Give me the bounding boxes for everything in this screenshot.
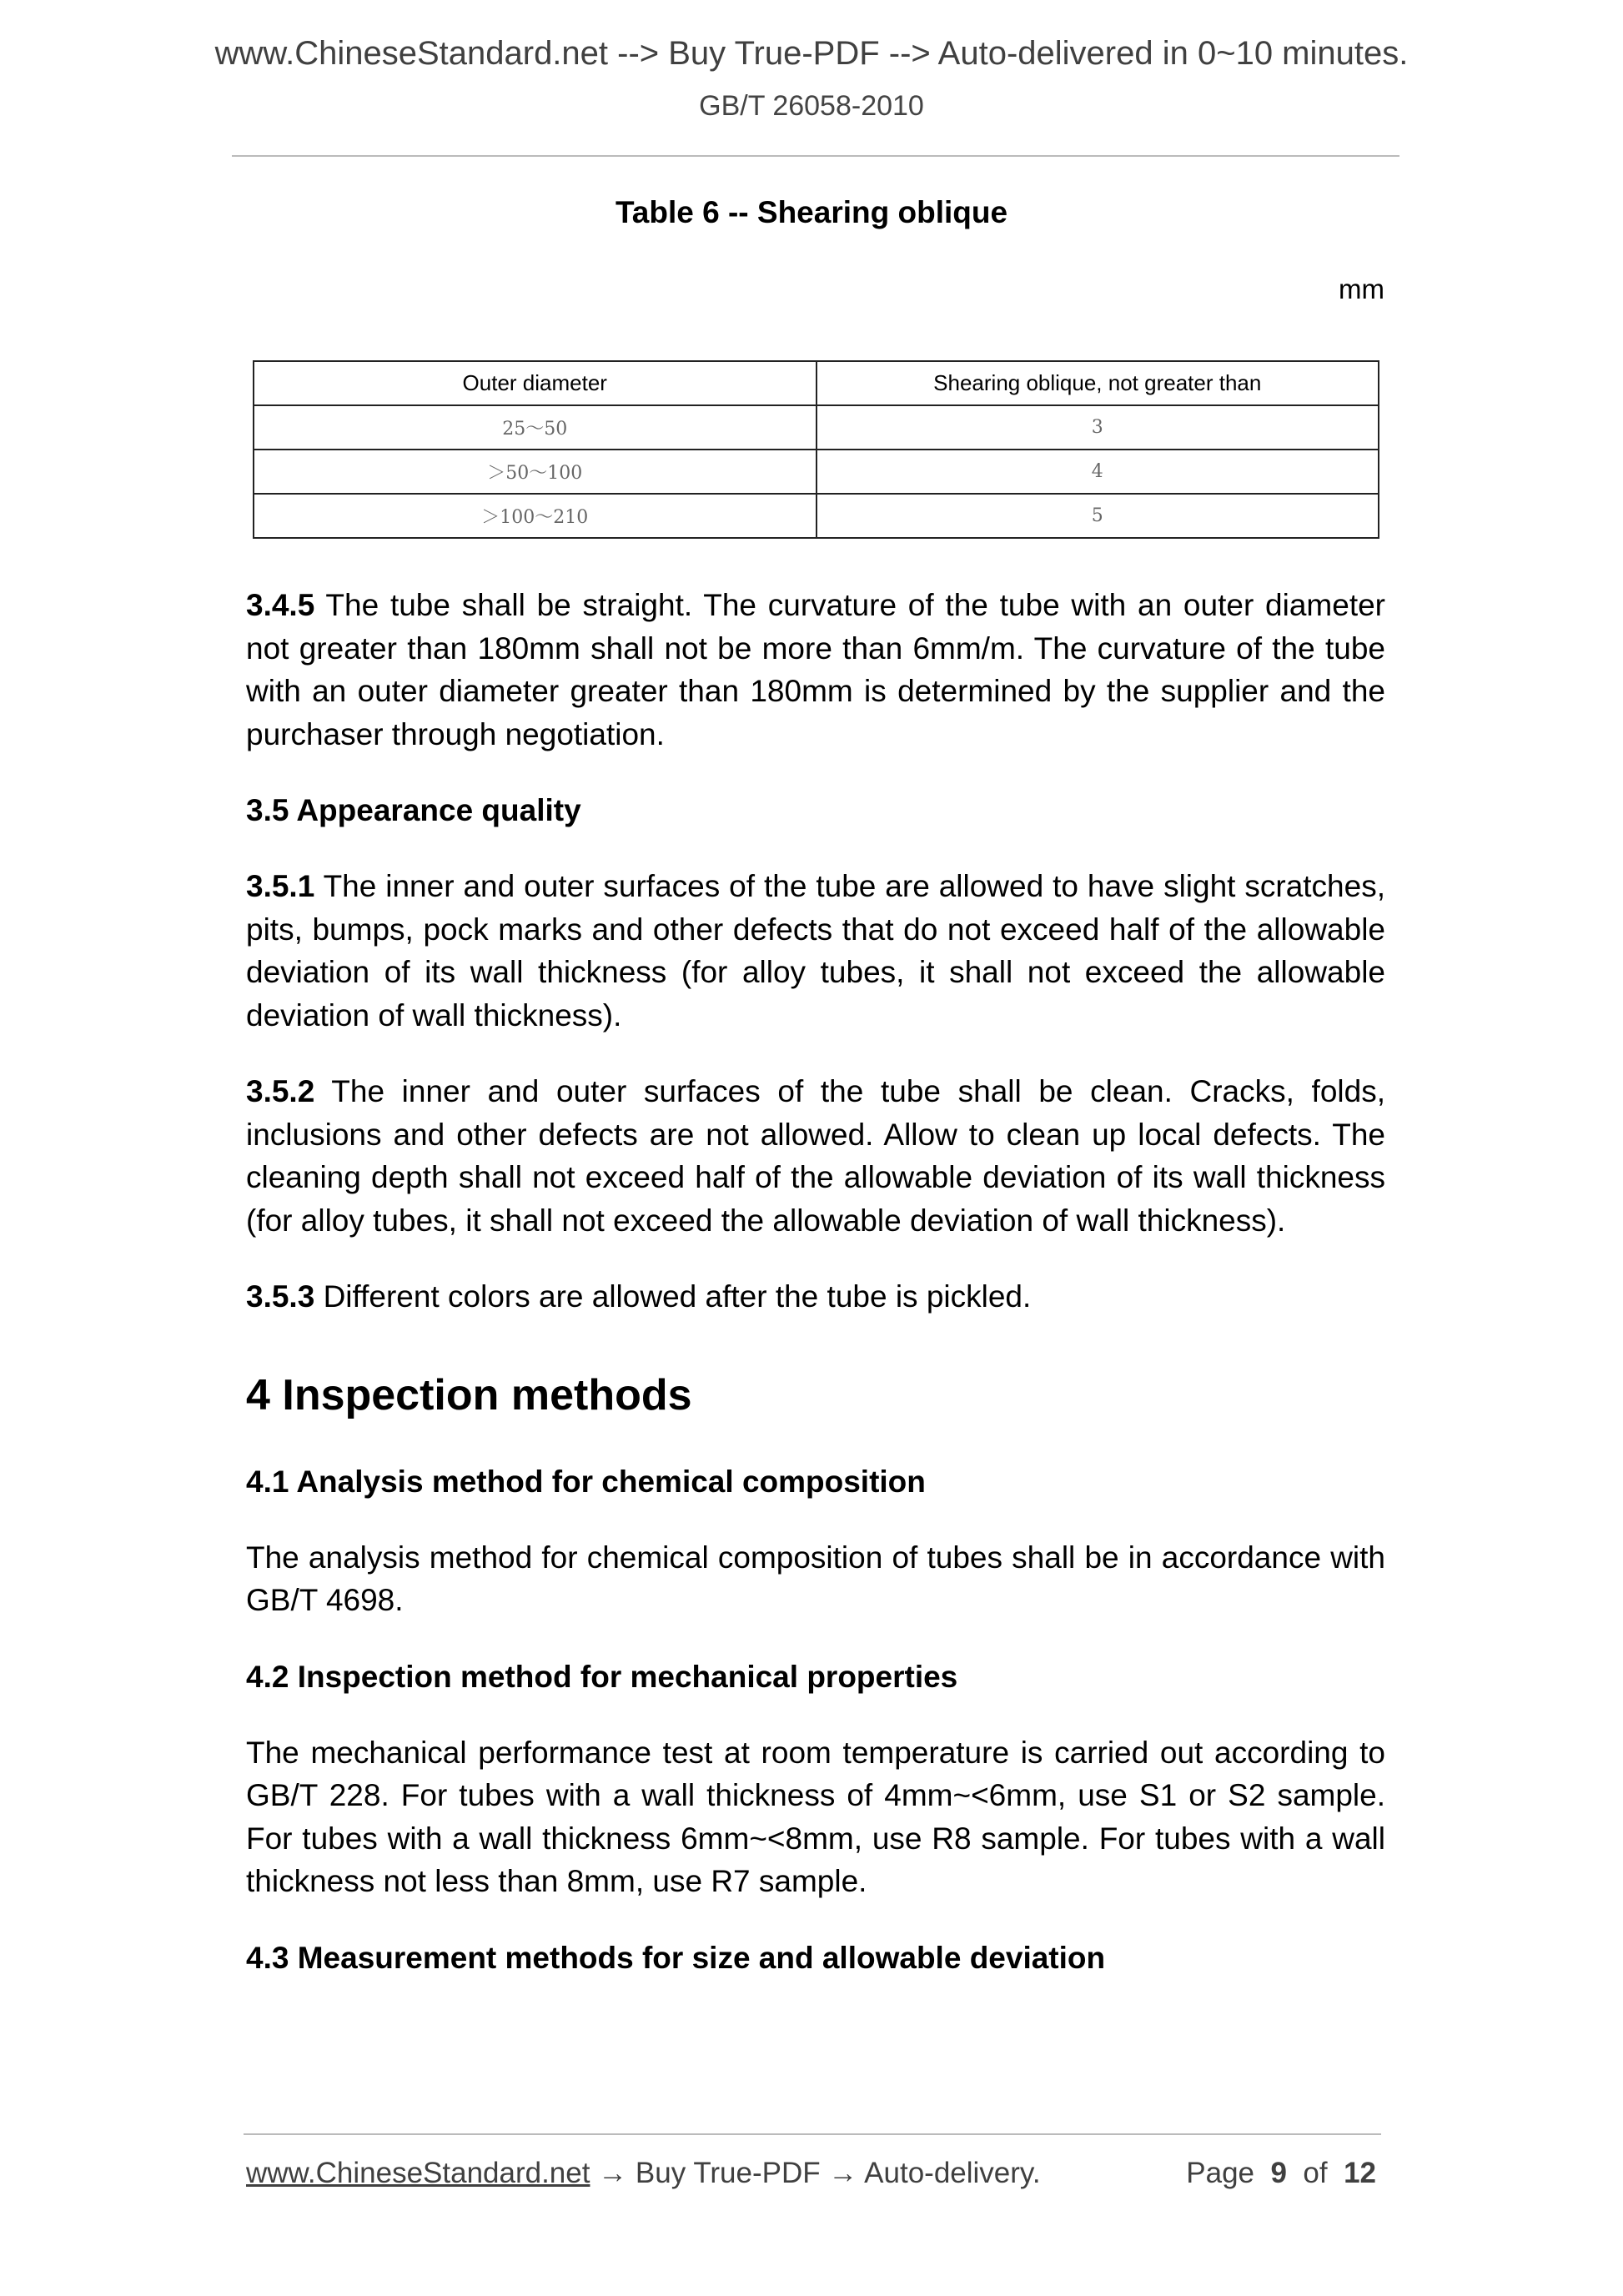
table-cell: ＞100～210 (254, 494, 817, 538)
header-divider (232, 155, 1399, 157)
heading-4-1: 4.1 Analysis method for chemical composition (246, 1464, 926, 1499)
table-cell: ＞50～100 (254, 450, 817, 494)
footer-link[interactable]: www.ChineseStandard.net (246, 2157, 590, 2189)
page-indicator (1186, 2157, 1376, 2190)
clause-text: The tube shall be straight. The curvature of the tube with an outer diameter not greater than 180mm shall not be more than 6mm/m. The curvature of the tube with an outer diameter greater than 180mm is determined by the supplier and the purchaser through negotiation. (246, 588, 1385, 751)
document-body (246, 584, 1385, 2012)
document-code: GB/T 26058-2010 (699, 90, 924, 122)
header-banner: www.ChineseStandard.net --> Buy True-PDF --> Auto-delivered in 0~10 minutes. (214, 35, 1409, 72)
clause-number: 3.5.1 (246, 869, 315, 903)
total-pages: 12 (1344, 2157, 1376, 2189)
clause-text: The inner and outer surfaces of the tube shall be clean. Cracks, folds, inclusions and other defects are not allowed. Allow to clean up local defects. The cleaning depth shall not exceed half of the allowable deviation of its wall thickness (for alloy tubes, it shall not exceed the allowable deviation of wall thickness). (246, 1074, 1385, 1238)
column-header: Shearing oblique, not greater than (817, 361, 1379, 405)
clause-number: 3.4.5 (246, 588, 315, 622)
table-cell: 25～50 (254, 405, 817, 450)
clause-text: The inner and outer surfaces of the tube are allowed to have slight scratches, pits, bumps, pock marks and other defects that do not exceed half of the allowable deviation of its wall thickness (for alloy tubes, it shall not exceed the allowable deviation of wall thickness). (246, 869, 1385, 1032)
page-header (0, 33, 1623, 123)
table-header-row (254, 361, 1379, 405)
table-row (254, 405, 1379, 450)
heading-4-2: 4.2 Inspection method for mechanical properties (246, 1659, 958, 1694)
of-label: of (1303, 2157, 1328, 2189)
footer-tagline: → Buy True-PDF → Auto-delivery. (590, 2157, 1041, 2189)
table-cell: 3 (817, 405, 1379, 450)
clause-4-1-text: The analysis method for chemical composition of tubes shall be in accordance with GB/T 4698. (246, 1540, 1385, 1617)
footer-left (246, 2157, 1041, 2190)
heading-4-3: 4.3 Measurement methods for size and allowable deviation (246, 1940, 1106, 1975)
page-label: Page (1186, 2157, 1255, 2189)
shearing-oblique-table (253, 360, 1379, 539)
footer-divider (244, 2133, 1381, 2135)
clause-number: 3.5.3 (246, 1279, 315, 1314)
clause-number: 3.5.2 (246, 1074, 315, 1108)
table-title: Table 6 -- Shearing oblique (615, 195, 1008, 229)
heading-3-5: 3.5 Appearance quality (246, 793, 581, 827)
clause-4-2-text: The mechanical performance test at room temperature is carried out according to GB/T 228. For tubes with a wall thickness of 4mm~<6mm, use S1 or S2 sample. For tubes with a wall thickness 6mm~<8mm, use R8 sample. For tubes with a wall thickness not less than 8mm, use R7 sample. (246, 1735, 1385, 1898)
heading-4: 4 Inspection methods (246, 1370, 692, 1419)
table-cell: 5 (817, 494, 1379, 538)
clause-3-5-3 (246, 1275, 1385, 1319)
clause-3-5-2 (246, 1070, 1385, 1242)
column-header: Outer diameter (254, 361, 817, 405)
table-row (254, 450, 1379, 494)
clause-text: Different colors are allowed after the tube is pickled. (314, 1279, 1032, 1314)
page-number: 9 (1270, 2157, 1287, 2189)
clause-3-4-5 (246, 584, 1385, 756)
table-unit: mm (1339, 274, 1384, 304)
table-cell: 4 (817, 450, 1379, 494)
table-row (254, 494, 1379, 538)
clause-3-5-1 (246, 865, 1385, 1037)
